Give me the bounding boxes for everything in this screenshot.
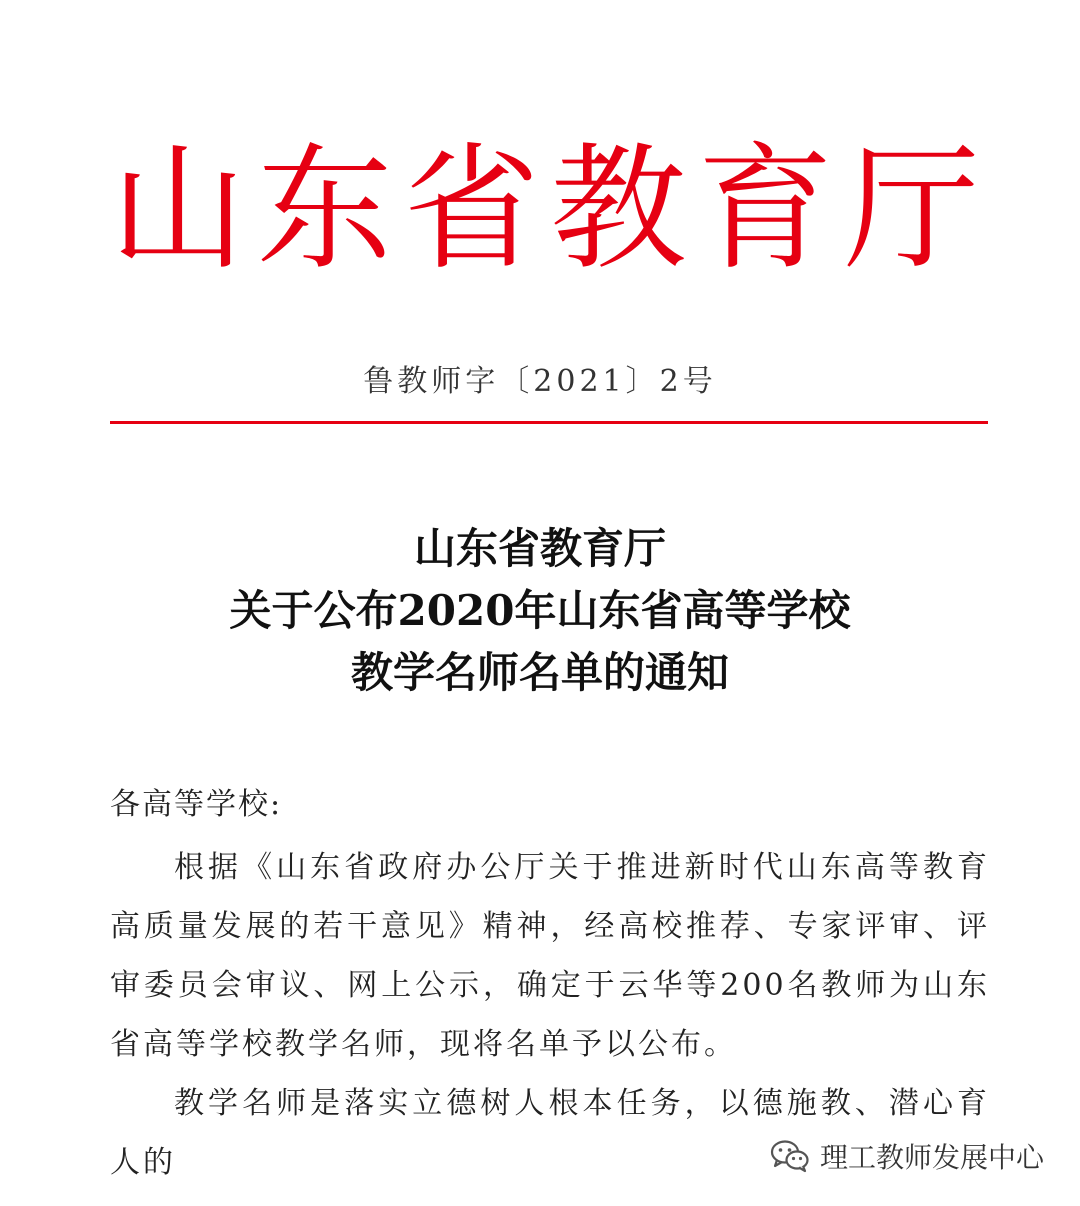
issuer-char: 东: [256, 131, 393, 289]
title-line-3: 教学名师名单的通知: [350, 648, 729, 697]
body-paragraph-2: 教学名师是落实立德树人根本任务，以德施教、潜心育人的: [110, 1086, 990, 1180]
issuer-char: 教: [550, 131, 687, 289]
issuer-header: [110, 130, 980, 290]
salutation: 各高等学校:: [110, 787, 283, 822]
issuer-char: 省: [403, 131, 540, 289]
issuer-char: 育: [697, 131, 834, 289]
red-divider: [110, 421, 988, 424]
document-title: [0, 518, 1080, 704]
title-line-1: 山东省教育厅: [413, 524, 666, 573]
issuer-char: 山: [110, 131, 246, 289]
body-paragraph-1: 根据《山东省政府办公厅关于推进新时代山东高等教育高质量发展的若干意见》精神，经高校推荐、专家评审、评审委员会审议、网上公示，确定于云华等200名教师为山东省高等学校教学名师，现将名单予以公布。: [110, 850, 990, 1062]
wechat-icon: [770, 1139, 810, 1173]
document-number: 鲁教师字〔2021〕2号: [363, 364, 717, 399]
watermark: [770, 1136, 1044, 1176]
title-line-2: 关于公布2020年山东省高等学校: [229, 586, 851, 635]
watermark-text: 理工教师发展中心: [819, 1141, 1044, 1174]
issuer-char: 厅: [843, 131, 980, 289]
